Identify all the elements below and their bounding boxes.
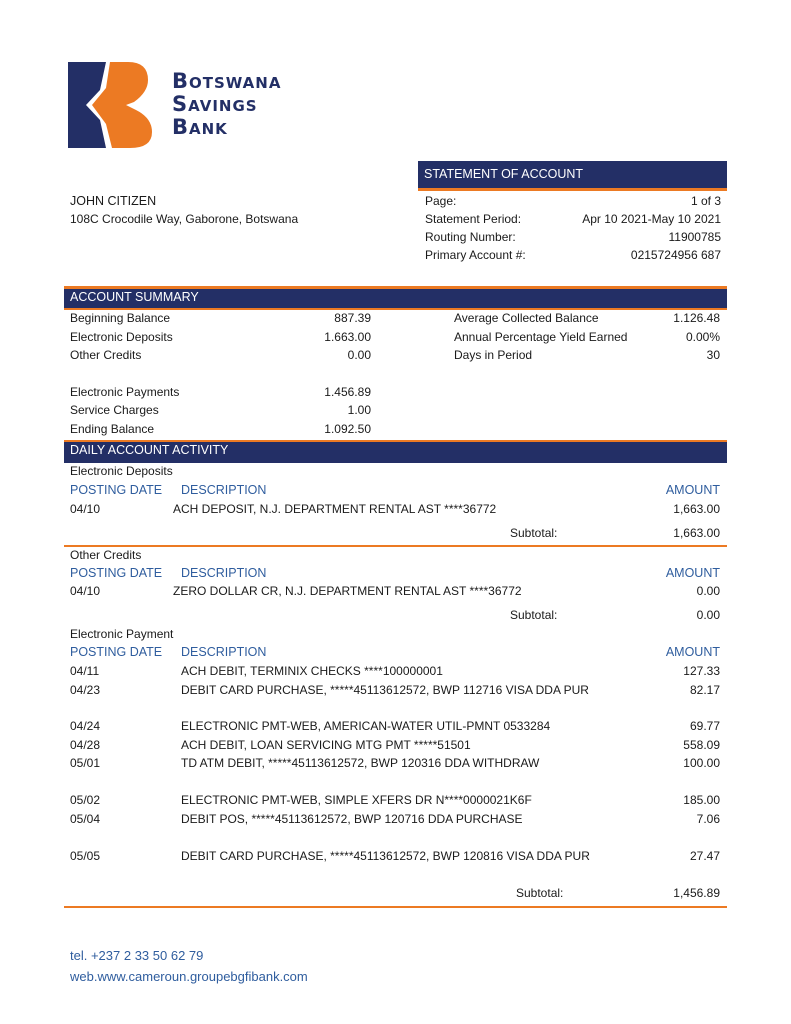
col-amount: AMOUNT [665,566,720,580]
col-description: DESCRIPTION [181,566,267,580]
col-posting-date: POSTING DATE [70,566,163,580]
subtotal-value: 1,456.89 [673,886,720,900]
summary-label: Service Charges [70,403,159,417]
summary-label: Electronic Payments [70,384,180,399]
col-description: DESCRIPTION [181,645,267,659]
txn-description: DEBIT CARD PURCHASE, *****45113612572, BWP 112716 VISA DDA PUR [181,683,589,697]
txn-amount: 558.09 [683,738,720,752]
txn-date: 04/11 [70,664,100,678]
txn-amount: 100.00 [683,756,720,770]
txn-amount: 1,663.00 [673,502,720,516]
txn-description: ZERO DOLLAR CR, N.J. DEPARTMENT RENTAL AST ****36772 [173,584,522,598]
txn-description: DEBIT POS, *****45113612572, BWP 120716 DDA PURCHASE [181,812,523,826]
statement-header-bar [418,161,727,188]
summary-label: Average Collected Balance [454,311,599,325]
txn-date: 04/10 [70,502,101,516]
txn-amount: 7.06 [696,812,720,826]
summary-row [454,348,720,367]
summary-label: Other Credits [70,348,142,362]
statement-details [425,194,721,266]
txn-date: 05/02 [70,793,101,807]
statement-header-rule [418,188,727,191]
txn-date: 04/28 [70,738,101,752]
bank-name-line1: Botswana [172,69,282,93]
footer-web-link[interactable]: web.www.cameroun.groupebgfibank.com [70,969,308,984]
summary-row [454,330,720,349]
subtotal-label: Subtotal: [510,608,558,622]
col-posting-date: POSTING DATE [70,645,163,659]
txn-description: ELECTRONIC PMT-WEB, SIMPLE XFERS DR N****0000021K6F [181,793,532,807]
routing-number-label: Routing Number: [425,230,516,244]
summary-row [70,403,371,422]
subtotal-value: 1,663.00 [673,526,720,540]
col-posting-date: POSTING DATE [70,483,163,497]
summary-value: 1.456.89 [324,384,371,399]
summary-row [454,311,720,330]
customer-address: 108C Crocodile Way, Gaborone, Botswana [70,212,299,226]
routing-number-value: 11900785 [668,230,721,244]
summary-row [70,385,371,404]
page-value: 1 of 3 [690,194,721,208]
bank-name-line2: Savings [172,92,258,116]
txn-date: 04/10 [70,584,101,598]
statement-header-title: STATEMENT OF ACCOUNT [424,167,584,181]
summary-row [70,348,371,367]
txn-date: 05/04 [70,812,101,826]
txn-amount: 0.00 [696,584,720,598]
bank-logo-mark-icon [68,62,163,148]
subtotal-label: Subtotal: [510,526,558,540]
section-divider [64,545,727,547]
summary-bottom-rule [64,308,727,310]
summary-value: 1.092.50 [324,421,371,436]
activity-header-bar [64,442,727,463]
summary-value: 1.663.00 [324,329,371,344]
txn-description: TD ATM DEBIT, *****45113612572, BWP 120316 DDA WITHDRAW [181,756,540,770]
txn-date: 05/05 [70,849,101,863]
credits-section-title: Other Credits [70,548,142,562]
txn-description: DEBIT CARD PURCHASE, *****45113612572, BWP 120816 VISA DDA PUR [181,849,590,863]
activity-header-title: DAILY ACCOUNT ACTIVITY [70,443,229,457]
summary-label: Ending Balance [70,421,155,436]
summary-value: 0.00% [685,329,720,344]
statement-period-label: Statement Period: [425,212,522,226]
statement-period-value: Apr 10 2021-May 10 2021 [582,212,721,226]
page-label: Page: [425,194,457,208]
summary-header-title: ACCOUNT SUMMARY [70,290,199,304]
txn-description: ACH DEBIT, TERMINIX CHECKS ****100000001 [181,664,443,678]
activity-bottom-rule [64,906,727,908]
customer-name: JOHN CITIZEN [70,194,157,208]
txn-description: ELECTRONIC PMT-WEB, AMERICAN-WATER UTIL-PMNT 0533284 [181,719,551,733]
txn-date: 05/01 [70,756,101,770]
primary-account-value: 0215724956 687 [630,248,721,262]
bank-logo [68,62,163,148]
summary-row [70,330,371,349]
summary-value: 30 [706,348,720,362]
summary-row [70,311,371,330]
summary-label: Days in Period [454,348,533,362]
deposits-section-title: Electronic Deposits [70,464,173,478]
primary-account-label: Primary Account #: [425,248,526,262]
txn-date: 04/24 [70,719,101,733]
col-description: DESCRIPTION [181,483,267,497]
txn-description: ACH DEBIT, LOAN SERVICING MTG PMT *****51501 [181,738,471,752]
summary-header-bar [64,289,727,308]
txn-amount: 127.33 [683,664,720,678]
summary-label: Electronic Deposits [70,329,173,344]
subtotal-label: Subtotal: [516,886,564,900]
col-amount: AMOUNT [665,645,720,659]
summary-row [70,422,371,441]
summary-value: 1.126.48 [673,311,720,325]
summary-label: Annual Percentage Yield Earned [454,329,628,344]
txn-amount: 82.17 [689,683,720,697]
summary-right [454,311,720,367]
payments-section-title: Electronic Payment [70,627,174,641]
bank-name [172,70,281,139]
txn-amount: 69.77 [689,719,720,733]
summary-value: 0.00 [347,348,371,362]
summary-label: Beginning Balance [70,311,171,325]
txn-date: 04/23 [70,683,101,697]
subtotal-value: 0.00 [696,608,720,622]
txn-amount: 185.00 [683,793,720,807]
col-amount: AMOUNT [665,483,720,497]
txn-amount: 27.47 [689,849,720,863]
summary-value: 1.00 [347,403,371,417]
summary-value: 887.39 [334,311,371,325]
footer-phone: tel. +237 2 33 50 62 79 [70,948,204,963]
bank-name-line3: Bank [172,115,228,139]
summary-left [70,311,371,440]
txn-description: ACH DEPOSIT, N.J. DEPARTMENT RENTAL AST ****36772 [173,502,497,516]
